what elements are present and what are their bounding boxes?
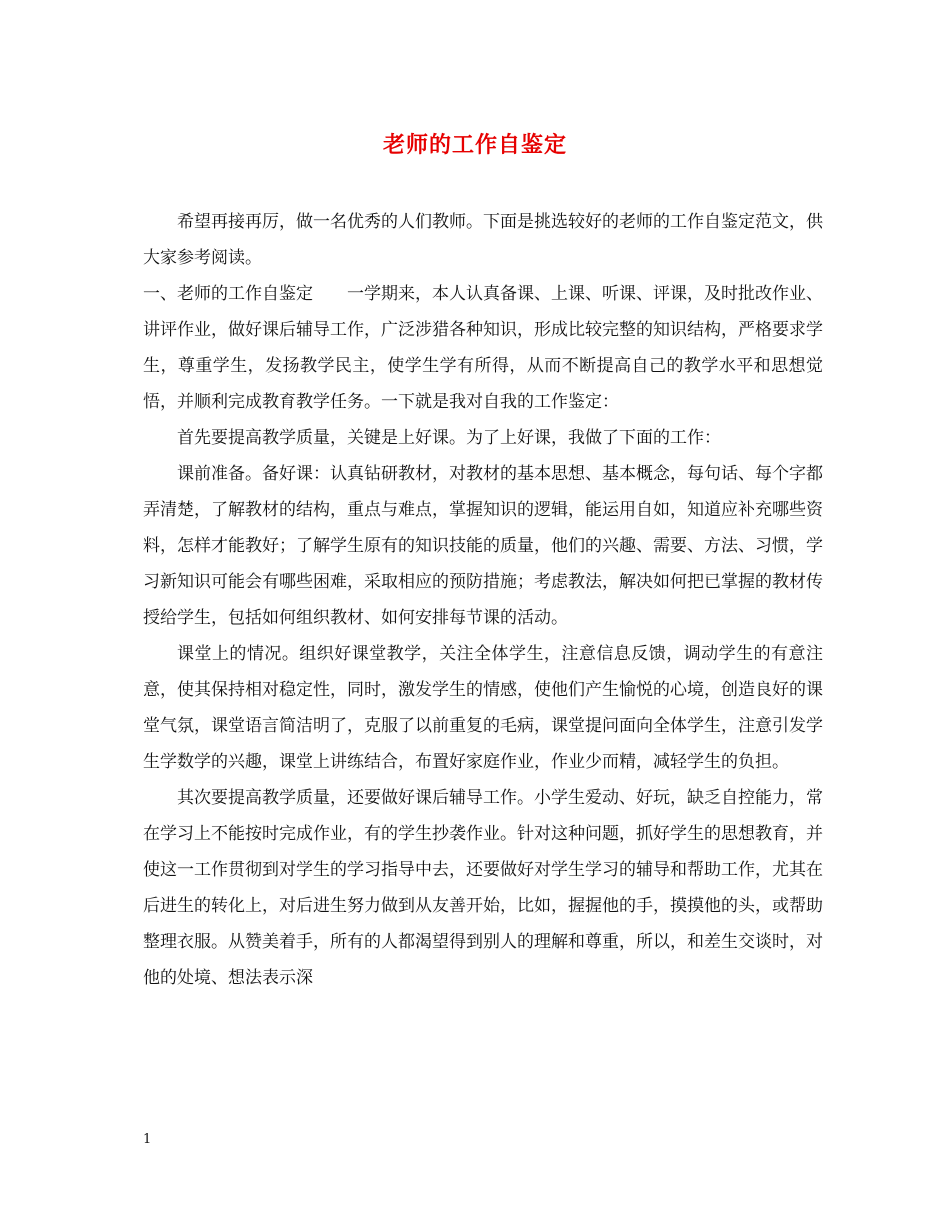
document-title: 老师的工作自鉴定 — [382, 132, 567, 158]
paragraph-teaching-quality: 首先要提高教学质量，关键是上好课。为了上好课，我做了下面的工作： — [177, 428, 721, 448]
paragraph-after-class-tutoring: 其次要提高教学质量，还要做好课后辅导工作。小学生爱动、好玩，缺乏自控能力，常在学习上不能按时完成作业，有的学生抄袭作业。针对这种问题，抓好学生的思想教育，并使这一工作贯彻到对学生的学习指导中去，还要做好对学生学习的辅导和帮助工作，尤其在后进生的转化上，对后进生努力做到从友善开始，比如，握握他的手，摸摸他的头，或帮助整理衣服。从赞美着手，所有的人都渴望得到别人的理解和尊重，所以，和差生交谈时，对他的处境、想法表示深 — [143, 788, 823, 988]
paragraph-intro: 希望再接再厉，做一名优秀的人们教师。下面是挑选较好的老师的工作自鉴定范文，供大家参考阅读。 — [143, 212, 823, 268]
paragraph-section-one: 一、老师的工作自鉴定 一学期来，本人认真备课、上课、听课、评课，及时批改作业、讲评作业，做好课后辅导工作，广泛涉猎各种知识，形成比较完整的知识结构，严格要求学生，尊重学生，发扬教学民主，使学生学有所得，从而不断提高自己的教学水平和思想觉悟，并顺利完成教育教学任务。一下就是我对自我的工作鉴定： — [143, 284, 823, 412]
document-body — [143, 204, 823, 996]
paragraph-classroom-situation: 课堂上的情况。组织好课堂教学，关注全体学生，注意信息反馈，调动学生的有意注意，使其保持相对稳定性，同时，激发学生的情感，使他们产生愉悦的心境，创造良好的课堂气氛，课堂语言简洁明了，克服了以前重复的毛病，课堂提问面向全体学生，注意引发学生学数学的兴趣，课堂上讲练结合，布置好家庭作业，作业少而精，减轻学生的负担。 — [143, 644, 823, 772]
page-number: 1 — [143, 1132, 152, 1147]
paragraph-lesson-preparation: 课前准备。备好课：认真钻研教材，对教材的基本思想、基本概念，每句话、每个字都弄清楚，了解教材的结构，重点与难点，掌握知识的逻辑，能运用自如，知道应补充哪些资料，怎样才能教好；了解学生原有的知识技能的质量，他们的兴趣、需要、方法、习惯，学习新知识可能会有哪些困难，采取相应的预防措施；考虑教法，解决如何把已掌握的教材传授给学生，包括如何组织教材、如何安排每节课的活动。 — [143, 464, 823, 628]
